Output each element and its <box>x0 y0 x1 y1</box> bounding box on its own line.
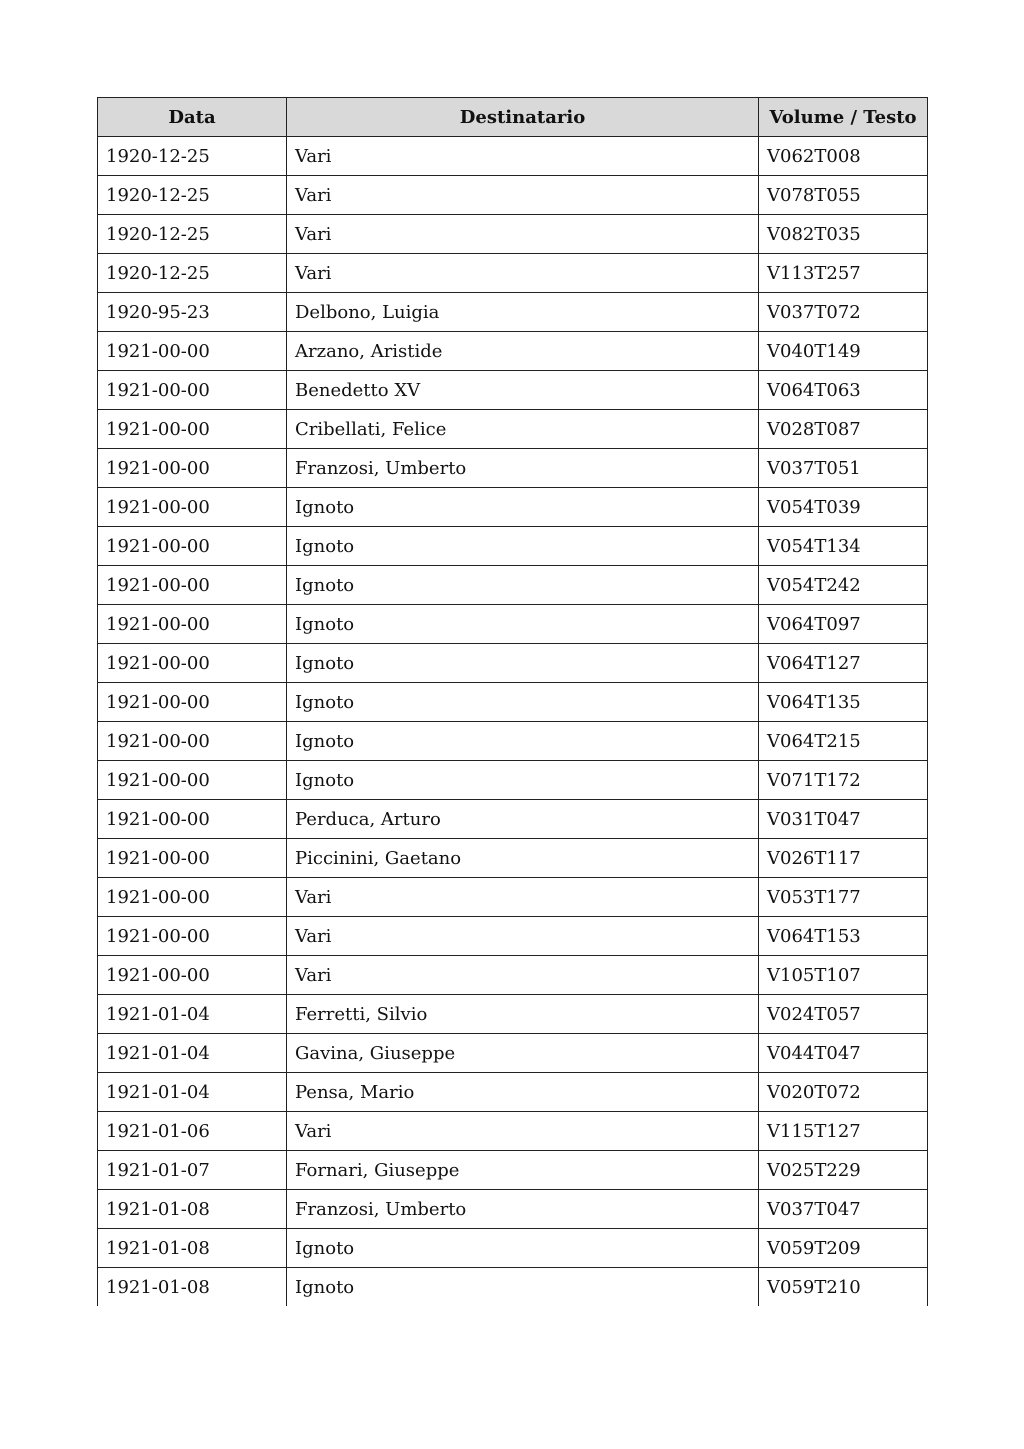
cell-destinatario: Ignoto <box>287 644 759 683</box>
table-row <box>98 722 928 761</box>
cell-data: 1921-00-00 <box>98 527 287 566</box>
table-row <box>98 644 928 683</box>
cell-data: 1921-00-00 <box>98 683 287 722</box>
cell-volume-testo: V059T210 <box>759 1268 928 1307</box>
cell-destinatario: Ignoto <box>287 488 759 527</box>
cell-volume-testo: V082T035 <box>759 215 928 254</box>
cell-data: 1921-01-04 <box>98 995 287 1034</box>
cell-volume-testo: V105T107 <box>759 956 928 995</box>
table-row <box>98 215 928 254</box>
cell-destinatario: Pensa, Mario <box>287 1073 759 1112</box>
cell-data: 1921-00-00 <box>98 761 287 800</box>
cell-data: 1921-00-00 <box>98 605 287 644</box>
cell-destinatario: Benedetto XV <box>287 371 759 410</box>
cell-volume-testo: V054T134 <box>759 527 928 566</box>
cell-volume-testo: V115T127 <box>759 1112 928 1151</box>
table-row <box>98 1268 928 1307</box>
table-row <box>98 254 928 293</box>
column-header-volume-testo: Volume / Testo <box>759 98 928 137</box>
cell-data: 1921-01-07 <box>98 1151 287 1190</box>
cell-volume-testo: V064T153 <box>759 917 928 956</box>
table-row <box>98 449 928 488</box>
cell-volume-testo: V031T047 <box>759 800 928 839</box>
table-row <box>98 800 928 839</box>
cell-data: 1921-01-08 <box>98 1190 287 1229</box>
cell-data: 1921-01-08 <box>98 1229 287 1268</box>
table-row <box>98 332 928 371</box>
letters-table <box>97 97 928 1306</box>
cell-volume-testo: V071T172 <box>759 761 928 800</box>
cell-data: 1921-01-04 <box>98 1073 287 1112</box>
cell-data: 1921-00-00 <box>98 332 287 371</box>
cell-volume-testo: V037T047 <box>759 1190 928 1229</box>
cell-volume-testo: V020T072 <box>759 1073 928 1112</box>
cell-volume-testo: V025T229 <box>759 1151 928 1190</box>
cell-destinatario: Ignoto <box>287 566 759 605</box>
table-row <box>98 566 928 605</box>
cell-volume-testo: V054T242 <box>759 566 928 605</box>
table-row <box>98 839 928 878</box>
cell-destinatario: Delbono, Luigia <box>287 293 759 332</box>
cell-data: 1921-00-00 <box>98 956 287 995</box>
column-header-data: Data <box>98 98 287 137</box>
cell-data: 1921-00-00 <box>98 722 287 761</box>
cell-data: 1921-00-00 <box>98 371 287 410</box>
table-row <box>98 488 928 527</box>
cell-data: 1920-12-25 <box>98 215 287 254</box>
cell-data: 1921-00-00 <box>98 644 287 683</box>
cell-data: 1921-00-00 <box>98 800 287 839</box>
cell-destinatario: Gavina, Giuseppe <box>287 1034 759 1073</box>
cell-data: 1920-12-25 <box>98 137 287 176</box>
cell-data: 1921-00-00 <box>98 449 287 488</box>
table-row <box>98 1151 928 1190</box>
table-row <box>98 410 928 449</box>
table-row <box>98 1112 928 1151</box>
cell-data: 1921-00-00 <box>98 917 287 956</box>
table-row <box>98 995 928 1034</box>
table-row <box>98 761 928 800</box>
cell-data: 1921-01-04 <box>98 1034 287 1073</box>
cell-volume-testo: V054T039 <box>759 488 928 527</box>
table-row <box>98 293 928 332</box>
cell-volume-testo: V113T257 <box>759 254 928 293</box>
cell-destinatario: Franzosi, Umberto <box>287 449 759 488</box>
cell-destinatario: Vari <box>287 254 759 293</box>
cell-data: 1921-00-00 <box>98 566 287 605</box>
cell-destinatario: Ignoto <box>287 683 759 722</box>
cell-destinatario: Vari <box>287 215 759 254</box>
cell-destinatario: Vari <box>287 137 759 176</box>
table-row <box>98 683 928 722</box>
header-row <box>98 98 928 137</box>
cell-destinatario: Fornari, Giuseppe <box>287 1151 759 1190</box>
cell-destinatario: Ferretti, Silvio <box>287 995 759 1034</box>
cell-destinatario: Ignoto <box>287 722 759 761</box>
table-row <box>98 1229 928 1268</box>
table-header <box>98 98 928 137</box>
cell-volume-testo: V064T127 <box>759 644 928 683</box>
column-header-destinatario: Destinatario <box>287 98 759 137</box>
table-row <box>98 917 928 956</box>
cell-volume-testo: V037T051 <box>759 449 928 488</box>
table-row <box>98 176 928 215</box>
cell-volume-testo: V059T209 <box>759 1229 928 1268</box>
cell-volume-testo: V062T008 <box>759 137 928 176</box>
cell-data: 1920-95-23 <box>98 293 287 332</box>
cell-volume-testo: V064T097 <box>759 605 928 644</box>
table-row <box>98 1190 928 1229</box>
cell-destinatario: Vari <box>287 956 759 995</box>
cell-volume-testo: V053T177 <box>759 878 928 917</box>
cell-destinatario: Arzano, Aristide <box>287 332 759 371</box>
cell-data: 1921-01-08 <box>98 1268 287 1307</box>
cell-destinatario: Vari <box>287 176 759 215</box>
table-row <box>98 527 928 566</box>
table-row <box>98 878 928 917</box>
cell-volume-testo: V040T149 <box>759 332 928 371</box>
cell-destinatario: Vari <box>287 917 759 956</box>
cell-destinatario: Vari <box>287 878 759 917</box>
cell-volume-testo: V064T063 <box>759 371 928 410</box>
cell-volume-testo: V024T057 <box>759 995 928 1034</box>
cell-volume-testo: V028T087 <box>759 410 928 449</box>
cell-data: 1920-12-25 <box>98 176 287 215</box>
cell-volume-testo: V026T117 <box>759 839 928 878</box>
table-row <box>98 956 928 995</box>
cell-data: 1921-00-00 <box>98 878 287 917</box>
cell-destinatario: Ignoto <box>287 605 759 644</box>
cell-destinatario: Vari <box>287 1112 759 1151</box>
cell-data: 1921-01-06 <box>98 1112 287 1151</box>
cell-destinatario: Ignoto <box>287 1268 759 1307</box>
cell-data: 1920-12-25 <box>98 254 287 293</box>
cell-volume-testo: V037T072 <box>759 293 928 332</box>
cell-destinatario: Franzosi, Umberto <box>287 1190 759 1229</box>
cell-data: 1921-00-00 <box>98 488 287 527</box>
cell-destinatario: Piccinini, Gaetano <box>287 839 759 878</box>
table-row <box>98 605 928 644</box>
table-body <box>98 137 928 1307</box>
cell-destinatario: Ignoto <box>287 1229 759 1268</box>
cell-data: 1921-00-00 <box>98 410 287 449</box>
cell-destinatario: Cribellati, Felice <box>287 410 759 449</box>
cell-volume-testo: V044T047 <box>759 1034 928 1073</box>
cell-data: 1921-00-00 <box>98 839 287 878</box>
cell-destinatario: Ignoto <box>287 527 759 566</box>
cell-destinatario: Perduca, Arturo <box>287 800 759 839</box>
cell-volume-testo: V064T215 <box>759 722 928 761</box>
cell-destinatario: Ignoto <box>287 761 759 800</box>
table-row <box>98 1073 928 1112</box>
table-row <box>98 137 928 176</box>
table-row <box>98 371 928 410</box>
table-row <box>98 1034 928 1073</box>
cell-volume-testo: V064T135 <box>759 683 928 722</box>
cell-volume-testo: V078T055 <box>759 176 928 215</box>
